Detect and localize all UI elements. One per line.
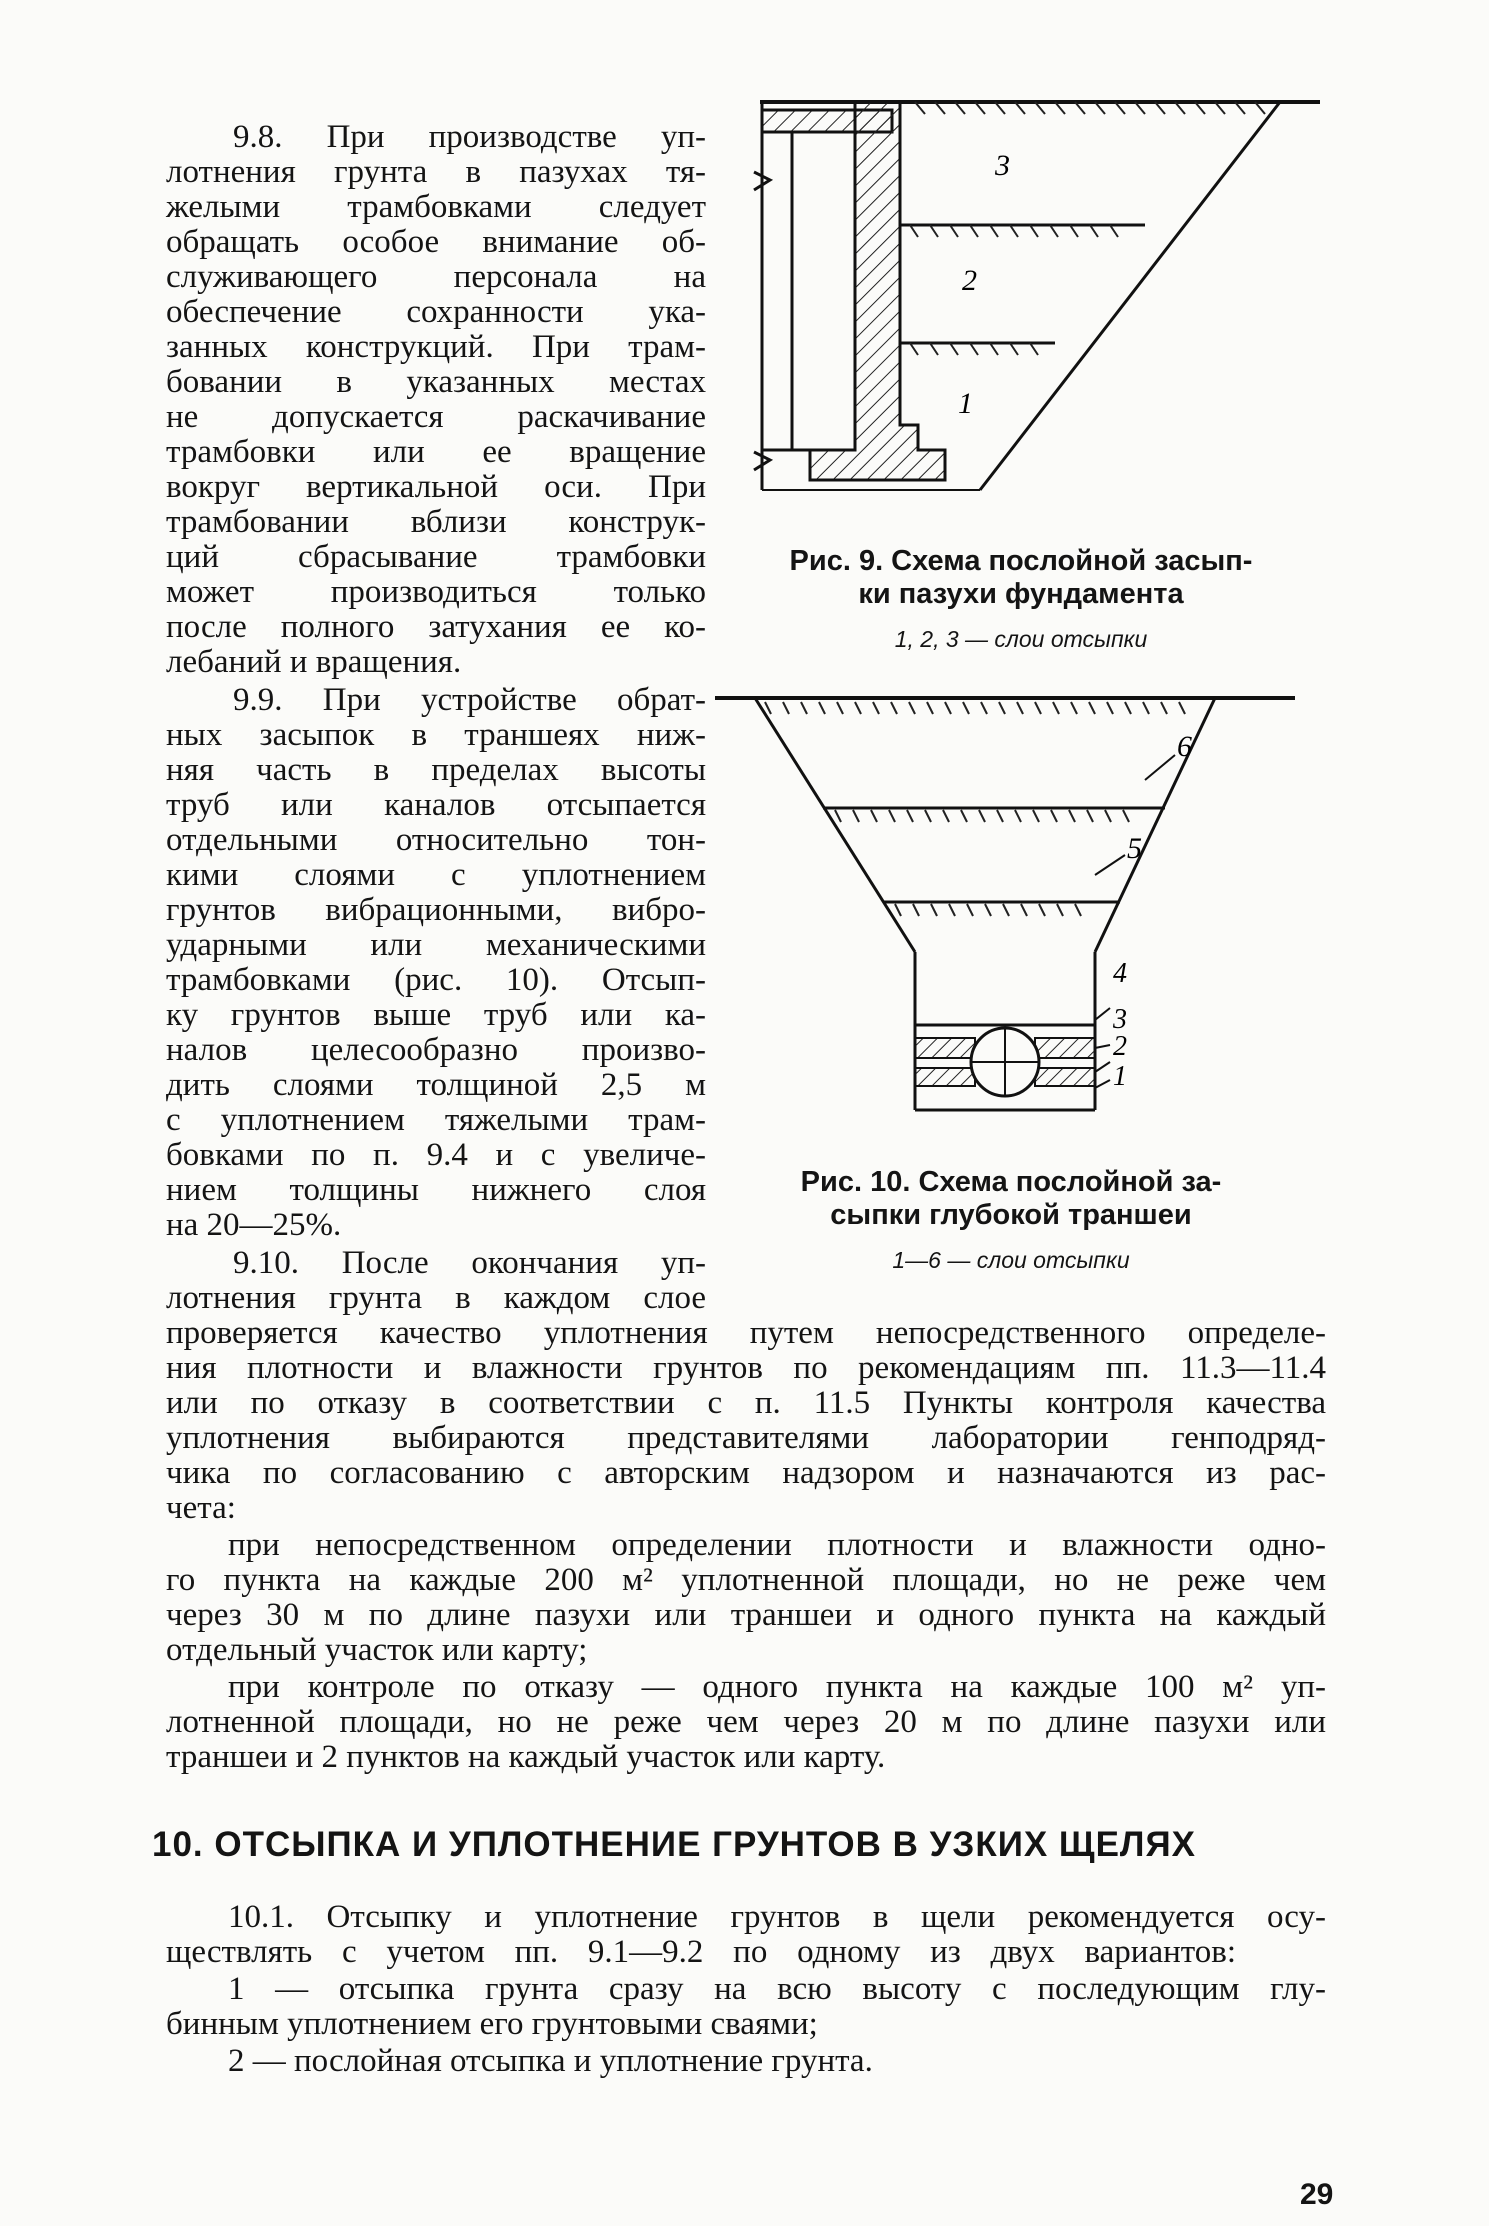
- text-line: 2 — послойная отсыпка и уплотнение грунта.: [228, 2043, 873, 2079]
- figure-9-diagram: [740, 80, 1330, 520]
- text-line: чика по согласованию с авторским надзором и назначаются из рас-: [166, 1455, 1326, 1491]
- text-line: отдельный участок или карту;: [166, 1632, 588, 1668]
- text-line: после полного затухания ее ко-: [166, 609, 706, 645]
- text-line: ных засыпок в траншеях ниж-: [166, 717, 706, 753]
- figure-10-legend: 1—6 — слои отсыпки: [892, 1247, 1130, 1273]
- text-line: грунтов вибрационными, вибро-: [166, 892, 706, 928]
- caption-line: ки пазухи фундамента: [858, 578, 1184, 610]
- caption-line: сыпки глубокой траншеи: [830, 1199, 1192, 1231]
- fig10-label-3: 3: [1113, 1004, 1127, 1035]
- text-line: го пункта на каждые 200 м² уплотненной площади, но не реже чем: [166, 1562, 1326, 1598]
- text-line: чета:: [166, 1490, 236, 1526]
- text-line: налов целесообразно произво-: [166, 1032, 706, 1068]
- text-line: 10.1. Отсыпку и уплотнение грунтов в щели рекомендуется осу-: [228, 1899, 1326, 1935]
- text-line: ций сбрасывание трамбовки: [166, 539, 706, 575]
- fig10-label-4: 4: [1113, 958, 1127, 989]
- text-line: няя часть в пределах высоты: [166, 752, 706, 788]
- figure-9-caption: [726, 545, 1316, 611]
- text-line: бинным уплотнением его грунтовыми сваями;: [166, 2006, 818, 2042]
- text-line: может производиться только: [166, 574, 706, 610]
- text-line: 9.10. После окончания уп-: [233, 1245, 706, 1281]
- fig9-label-2: 2: [962, 264, 977, 297]
- text-line: обращать особое внимание об-: [166, 224, 706, 260]
- text-line: при непосредственном определении плотности и влажности одно-: [228, 1527, 1326, 1563]
- fig9-label-1: 1: [958, 387, 973, 420]
- text-line: вокруг вертикальной оси. При: [166, 469, 706, 505]
- text-line: уплотнения выбираются представителями лаборатории генподряд-: [166, 1420, 1326, 1456]
- text-line: траншеи и 2 пунктов на каждый участок или карту.: [166, 1739, 886, 1775]
- text-line: лотненной площади, но не реже чем через 20 м по длине пазухи или: [166, 1704, 1326, 1740]
- section-heading: 10. ОТСЫПКА И УПЛОТНЕНИЕ ГРУНТОВ В УЗКИХ ЩЕЛЯХ: [152, 1825, 1196, 1864]
- figure-10-caption: [716, 1166, 1306, 1232]
- text-line: лебаний и вращения.: [166, 644, 462, 680]
- text-line: ударными или механическими: [166, 927, 706, 963]
- fig10-label-2: 2: [1113, 1031, 1127, 1062]
- text-line: 9.8. При производстве уп-: [233, 119, 706, 155]
- text-line: дить слоями толщиной 2,5 м: [166, 1067, 706, 1103]
- text-line: на 20—25%.: [166, 1207, 342, 1243]
- text-line: с уплотнением тяжелыми трам-: [166, 1102, 706, 1138]
- text-line: служивающего персонала на: [166, 259, 706, 295]
- text-line: бовками по п. 9.4 и с увеличе-: [166, 1137, 706, 1173]
- fig9-label-3: 3: [995, 149, 1010, 182]
- text-line: бовании в указанных местах: [166, 364, 706, 400]
- figure-10-diagram: [715, 680, 1305, 1150]
- text-line: при контроле по отказу — одного пункта на каждые 100 м² уп-: [228, 1669, 1326, 1705]
- text-line: нием толщины нижнего слоя: [166, 1172, 706, 1208]
- fig10-label-6: 6: [1177, 730, 1192, 763]
- text-line: трамбовки или ее вращение: [166, 434, 706, 470]
- text-line: кими слоями с уплотнением: [166, 857, 706, 893]
- text-line: не допускается раскачивание: [166, 399, 706, 435]
- text-line: ществлять с учетом пп. 9.1—9.2 по одному из двух вариантов:: [166, 1934, 1236, 1970]
- text-line: или по отказу в соответствии с п. 11.5 Пункты контроля качества: [166, 1385, 1326, 1421]
- caption-line: Рис. 9. Схема послойной засып-: [789, 545, 1253, 577]
- text-line: трамбовками (рис. 10). Отсып-: [166, 962, 706, 998]
- text-line: проверяется качество уплотнения путем непосредственного определе-: [166, 1315, 1326, 1351]
- text-line: обеспечение сохранности ука-: [166, 294, 706, 330]
- text-line: через 30 м по длине пазухи или траншеи и одного пункта на каждый: [166, 1597, 1326, 1633]
- text-line: трамбовании вблизи конструк-: [166, 504, 706, 540]
- caption-line: Рис. 10. Схема послойной за-: [800, 1166, 1222, 1198]
- text-line: отдельными относительно тон-: [166, 822, 706, 858]
- text-line: 1 — отсыпка грунта сразу на всю высоту с последующим глу-: [228, 1971, 1326, 2007]
- fig10-label-5: 5: [1127, 832, 1142, 865]
- fig10-label-1: 1: [1113, 1061, 1127, 1092]
- figure-9-legend: 1, 2, 3 — слои отсыпки: [894, 626, 1148, 652]
- text-line: 9.9. При устройстве обрат-: [233, 682, 706, 718]
- text-line: труб или каналов отсыпается: [166, 787, 706, 823]
- text-line: лотнения грунта в каждом слое: [166, 1280, 706, 1316]
- text-line: желыми трамбовками следует: [166, 189, 706, 225]
- text-line: лотнения грунта в пазухах тя-: [166, 154, 706, 190]
- text-line: ку грунтов выше труб или ка-: [166, 997, 706, 1033]
- text-line: ния плотности и влажности грунтов по рекомендациям пп. 11.3—11.4: [166, 1350, 1326, 1386]
- page-number: 29: [1300, 2178, 1334, 2211]
- text-line: занных конструкций. При трам-: [166, 329, 706, 365]
